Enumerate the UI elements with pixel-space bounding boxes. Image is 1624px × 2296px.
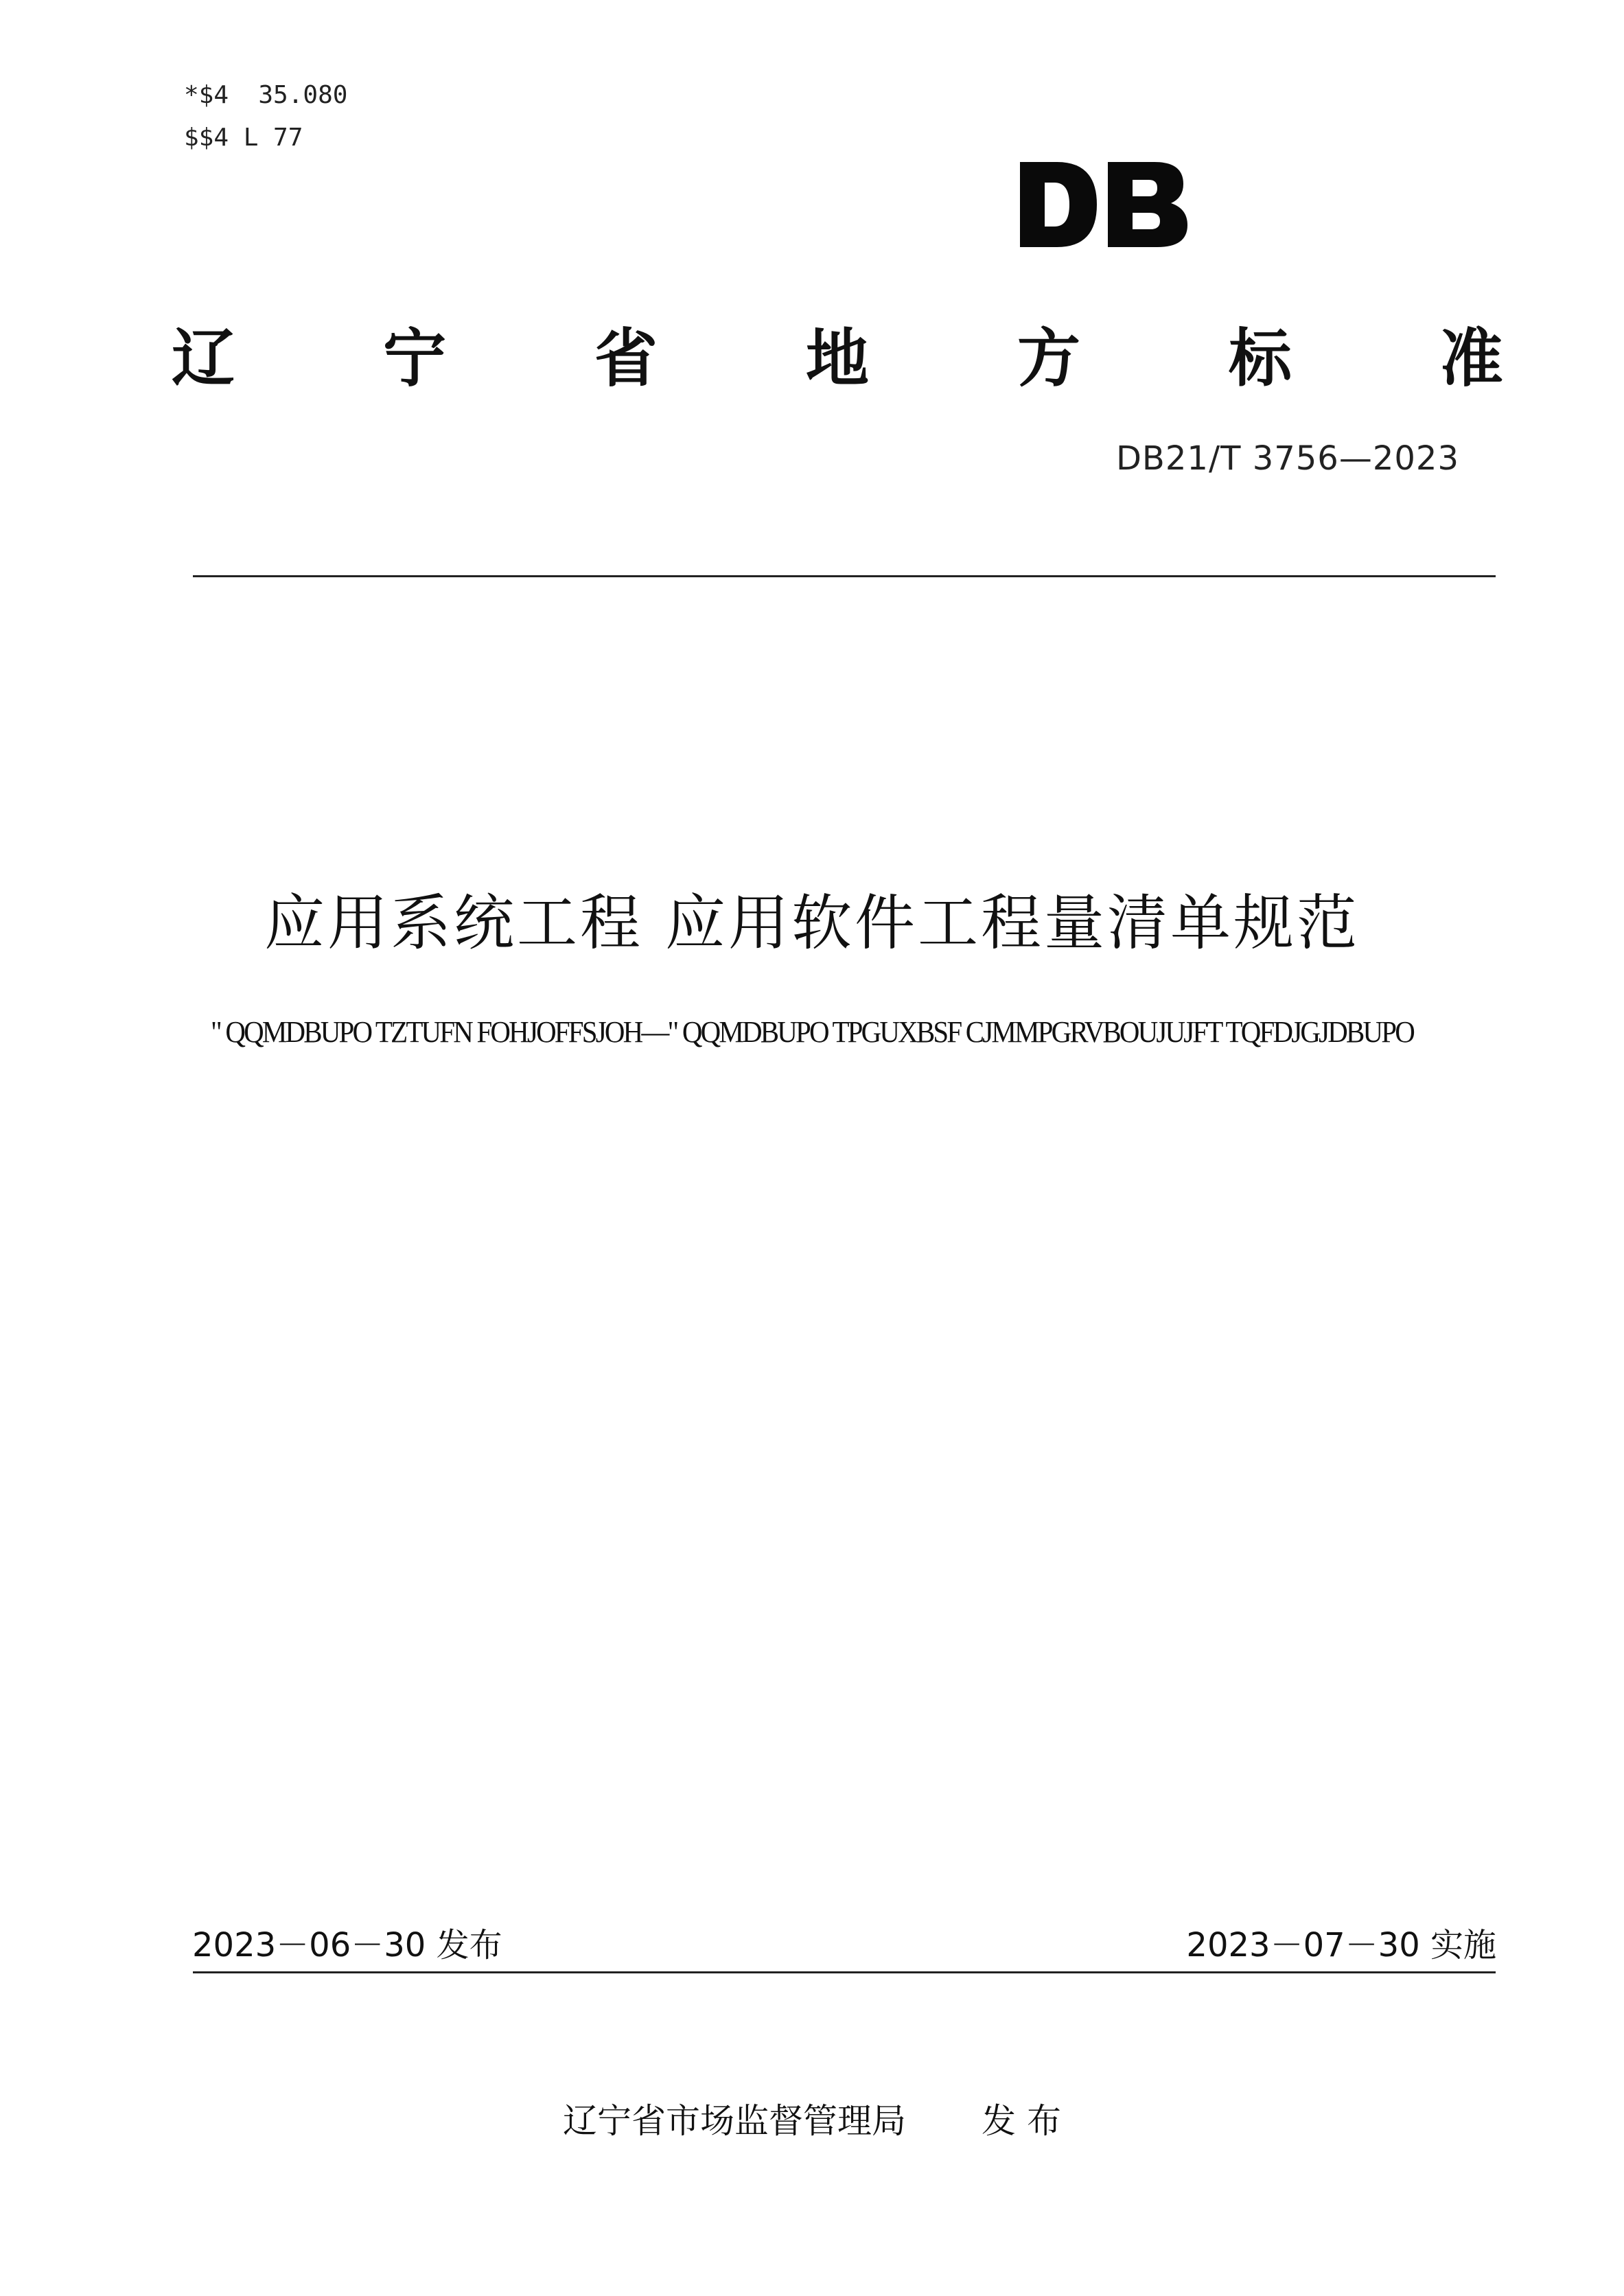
ccs-code: $$4 L 77 bbox=[184, 124, 303, 152]
standard-type-char: 准 bbox=[1439, 322, 1503, 395]
issuer-line bbox=[0, 2094, 1624, 2143]
standard-type-char: 省 bbox=[594, 322, 658, 395]
implement-date: 2023－07－30 实施 bbox=[1186, 1926, 1496, 1964]
issuer-action: 发 布 bbox=[982, 2101, 1061, 2141]
publish-date: 2023－06－30 发布 bbox=[192, 1926, 502, 1964]
chinese-title: 应用系统工程 应用软件工程量清单规范 bbox=[264, 888, 1360, 958]
top-divider bbox=[193, 575, 1496, 577]
classification-codes bbox=[184, 74, 347, 159]
issuer-name: 辽宁省市场监督管理局 bbox=[563, 2101, 907, 2141]
db-logo bbox=[1014, 159, 1193, 250]
standard-type-char: 地 bbox=[805, 322, 869, 395]
standard-type-char: 方 bbox=[1017, 322, 1080, 395]
standard-number: DB21/T 3756—2023 bbox=[1115, 439, 1459, 478]
standard-type-heading bbox=[172, 312, 1503, 395]
standard-type-char: 标 bbox=[1228, 322, 1292, 395]
bottom-divider bbox=[193, 1971, 1496, 1973]
ics-code: *$4 35.080 bbox=[184, 81, 348, 109]
standard-type-char: 辽 bbox=[172, 322, 235, 395]
standard-type-char: 宁 bbox=[382, 322, 446, 395]
english-title: " QQMDBUPO TZTUFN FOHJOFFSJOH—" QQMDBUPO TPGUXBSF CJMMPGRVBOUJUJFT TQFDJGJDBUPO bbox=[210, 1015, 1414, 1049]
